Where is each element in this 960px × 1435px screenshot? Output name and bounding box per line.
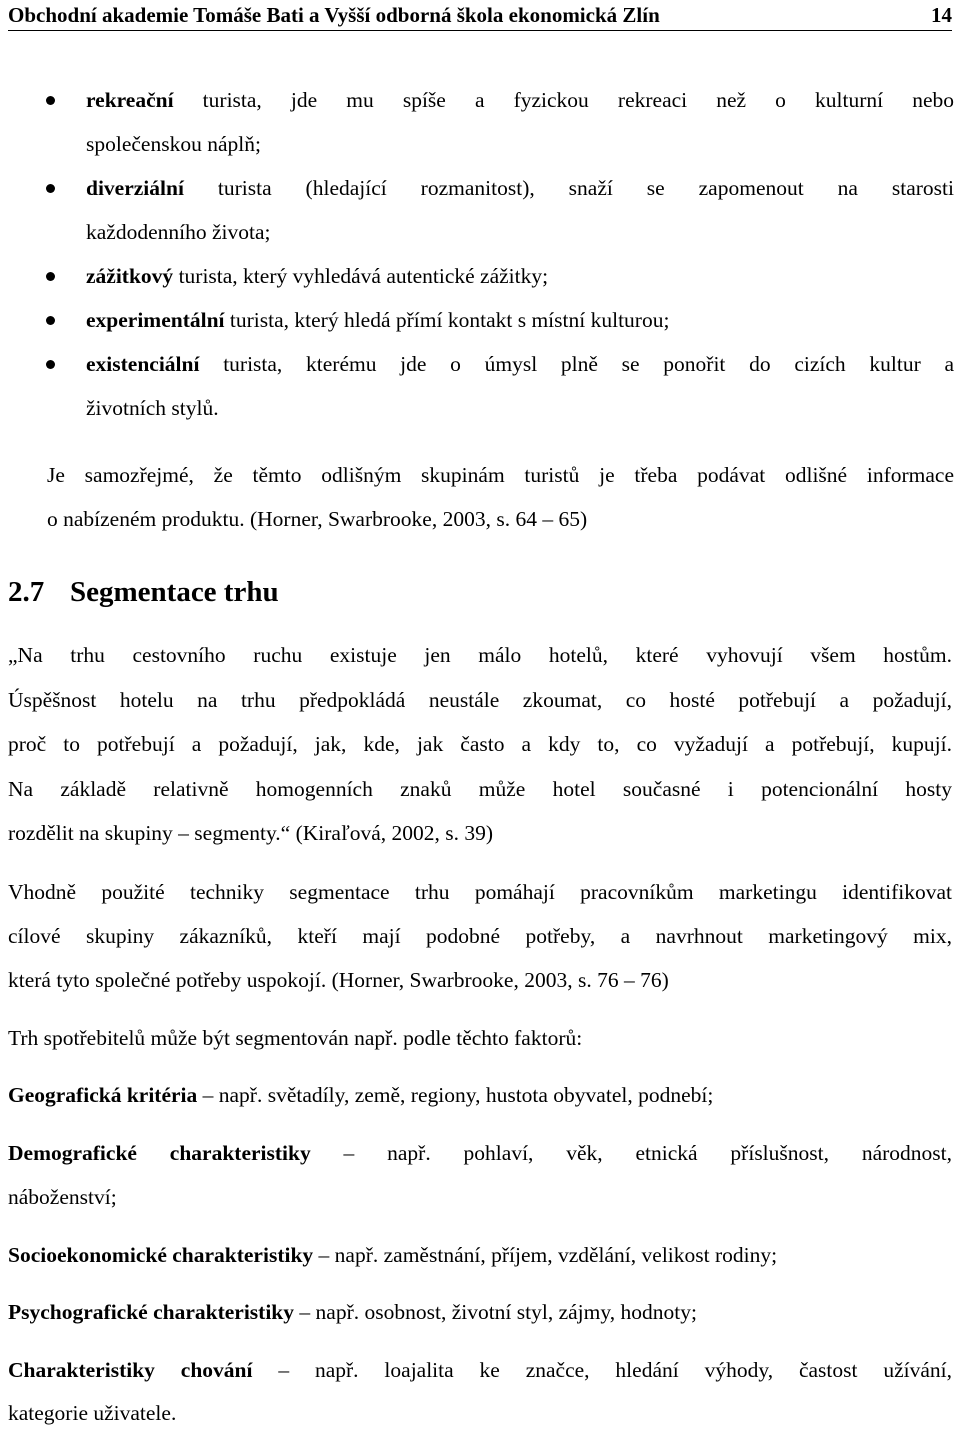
paragraph-line: Trh spotřebitelů může být segmentován např. podle těchto faktorů: — [8, 1026, 583, 1050]
bullet-icon — [46, 96, 55, 105]
quote-line: rozdělit na skupiny – segmenty.“ (Kiraľová, 2002, s. 39) — [8, 821, 494, 845]
bullet-icon — [46, 316, 55, 325]
quote-line: Úspěšnost hotelu na trhu předpokládá neustále zkoumat, co hosté potřebují a požadují, — [8, 688, 952, 712]
factor-item: Socioekonomické charakteristiky – např. zaměstnání, příjem, vzdělání, velikost rodiny; — [8, 1243, 778, 1267]
section-title: Segmentace trhu — [70, 576, 279, 608]
list-item: rekreační turista, jde mu spíše a fyzickou rekreaci než o kulturní nebo — [0, 78, 960, 122]
quote-line: Na základě relativně homogenních znaků může hotel současné i potencionální hosty — [8, 777, 952, 801]
list-item-continuation: společenskou náplň; — [86, 132, 261, 156]
list-item-continuation: životních stylů. — [86, 396, 219, 420]
paragraph-line: Je samozřejmé, že těmto odlišným skupinám turistů je třeba podávat odlišné informace — [47, 463, 954, 487]
section-heading — [8, 572, 279, 612]
factor-item: Charakteristiky chování – např. loajalita ke značce, hledání výhody, častost užívání, — [8, 1358, 952, 1382]
factor-continuation: kategorie uživatele. — [8, 1401, 177, 1425]
factor-continuation: náboženství; — [8, 1185, 117, 1209]
page-header — [8, 0, 952, 31]
bullet-icon — [46, 360, 55, 369]
tourist-types-list — [0, 78, 960, 430]
paragraph-line: cílové skupiny zákazníků, kteří mají podobné potřeby, a navrhnout marketingový mix, — [8, 924, 952, 948]
list-item: diverziální turista (hledající rozmanitost), snaží se zapomenout na starosti — [0, 166, 960, 210]
paragraph-line: o nabízeném produktu. (Horner, Swarbrooke, 2003, s. 64 – 65) — [47, 507, 588, 531]
bullet-icon — [46, 272, 55, 281]
section-number: 2.7 — [8, 576, 45, 608]
paragraph-line: Vhodně použité techniky segmentace trhu pomáhají pracovníkům marketingu identifikovat — [8, 880, 952, 904]
page-number: 14 — [931, 2, 952, 27]
list-item-continuation: každodenního života; — [86, 220, 271, 244]
list-item: zážitkový turista, který vyhledává autentické zážitky; — [0, 254, 960, 298]
factor-item: Demografické charakteristiky – např. pohlaví, věk, etnická příslušnost, národnost, — [8, 1141, 952, 1165]
bullet-icon — [46, 184, 55, 193]
school-name: Obchodní akademie Tomáše Bati a Vyšší odborná škola ekonomická Zlín — [8, 2, 660, 27]
factor-item: Psychografické charakteristiky – např. osobnost, životní styl, zájmy, hodnoty; — [8, 1300, 697, 1324]
paragraph-line: která tyto společné potřeby uspokojí. (Horner, Swarbrooke, 2003, s. 76 – 76) — [8, 968, 669, 992]
list-item: experimentální turista, který hledá přímí kontakt s místní kulturou; — [0, 298, 960, 342]
factor-item: Geografická kritéria – např. světadíly, země, regiony, hustota obyvatel, podnebí; — [8, 1083, 714, 1107]
list-item: existenciální turista, kterému jde o úmysl plně se ponořit do cizích kultur a — [0, 342, 960, 386]
quote-line: proč to potřebují a požadují, jak, kde, jak často a kdy to, co vyžadují a potřebují, kupují. — [8, 732, 952, 756]
quote-line: „Na trhu cestovního ruchu existuje jen málo hotelů, které vyhovují všem hostům. — [8, 643, 952, 667]
